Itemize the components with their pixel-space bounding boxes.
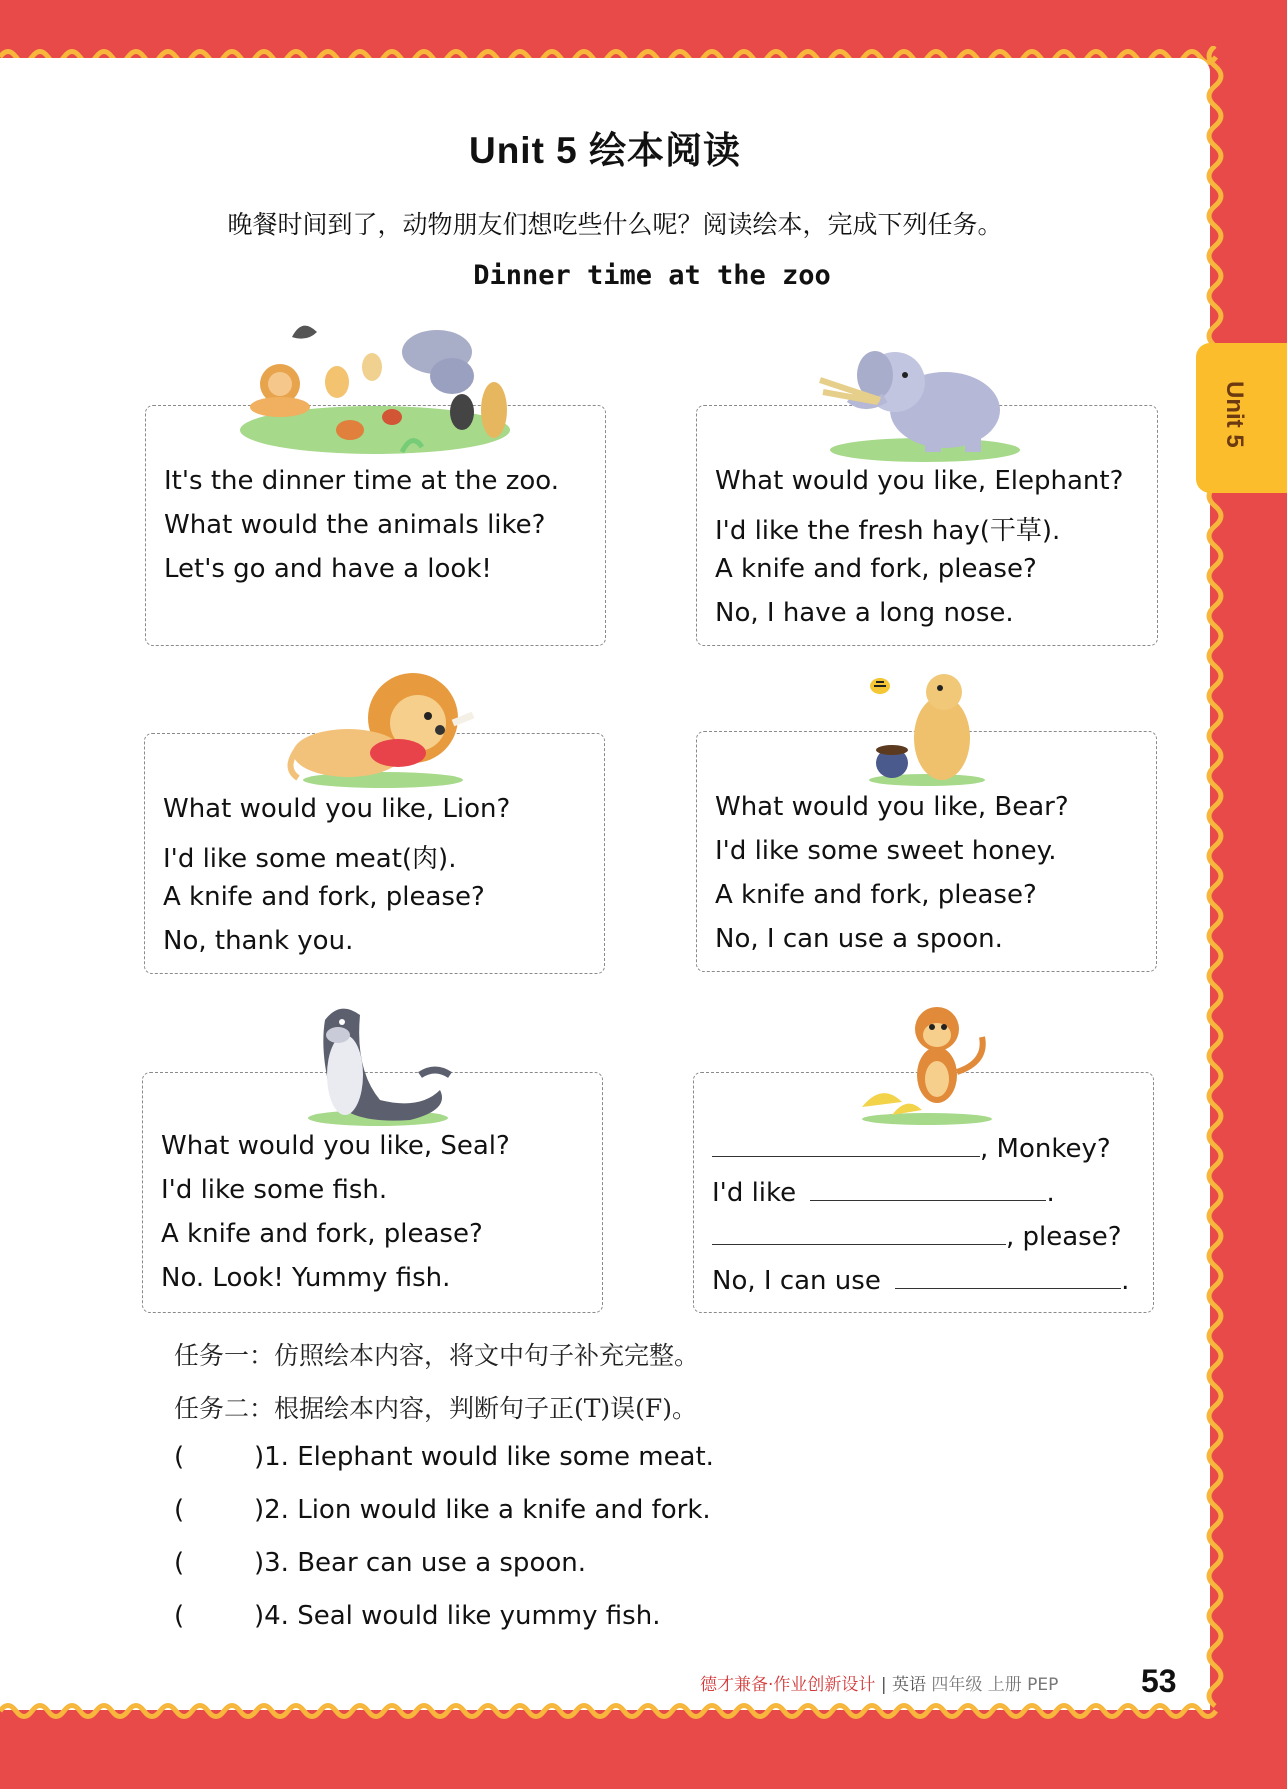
- card-line: Let's go and have a look!: [164, 554, 492, 584]
- card-line: A knife and fork, please?: [715, 554, 1037, 584]
- card-line: What would you like, Elephant?: [715, 466, 1124, 496]
- card-line: I'd like the fresh hay(干草).: [715, 516, 1061, 546]
- answer-blank[interactable]: [712, 1219, 1006, 1245]
- card-line: What would you like, Seal?: [161, 1131, 510, 1161]
- question-text: )2. Lion would like a knife and fork.: [254, 1495, 711, 1525]
- card-line: No, I have a long nose.: [715, 598, 1014, 628]
- card-line: What would you like, Bear?: [715, 792, 1069, 822]
- answer-paren[interactable]: (: [174, 1601, 185, 1631]
- question-text: )4. Seal would like yummy fish.: [254, 1601, 661, 1631]
- card-line: [712, 1131, 1111, 1164]
- card-text: No, I can use: [712, 1266, 881, 1296]
- card-line: No, thank you.: [163, 926, 354, 956]
- question-row: [174, 1442, 714, 1472]
- footer-edition: PEP: [1027, 1675, 1059, 1695]
- series-name: 德才兼备·作业创新设计: [700, 1675, 876, 1695]
- task-two: 任务二：根据绘本内容，判断句子正(T)误(F)。: [174, 1394, 698, 1423]
- card-line: [712, 1175, 1055, 1208]
- footer-subject: 英语: [891, 1675, 926, 1695]
- bottom-wavy-border: [0, 1700, 1287, 1722]
- card-text: , please?: [1006, 1222, 1122, 1252]
- question-text: )3. Bear can use a spoon.: [254, 1548, 586, 1578]
- card-text: , Monkey?: [980, 1134, 1111, 1164]
- card-line: [712, 1263, 1129, 1296]
- card-line: I'd like some meat(肉).: [163, 844, 457, 874]
- card-line: I'd like some sweet honey.: [715, 836, 1057, 866]
- answer-paren[interactable]: (: [174, 1548, 185, 1578]
- unit-side-tab: [1196, 343, 1287, 493]
- bear-illustration: [862, 668, 992, 786]
- card-line: A knife and fork, please?: [161, 1219, 483, 1249]
- answer-paren[interactable]: (: [174, 1442, 185, 1472]
- monkey-illustration: [852, 997, 1002, 1127]
- card-text: .: [1046, 1178, 1055, 1208]
- side-wavy-border: [1200, 46, 1230, 1722]
- card-line: What would the animals like?: [164, 510, 546, 540]
- question-text: )1. Elephant would like some meat.: [254, 1442, 714, 1472]
- answer-blank[interactable]: [810, 1175, 1046, 1201]
- zoo-animals-illustration: [232, 312, 518, 462]
- footer-series: [700, 1670, 1058, 1695]
- story-title: Dinner time at the zoo: [473, 260, 831, 291]
- answer-blank[interactable]: [712, 1131, 980, 1157]
- card-line: It's the dinner time at the zoo.: [164, 466, 559, 496]
- card-line: No, I can use a spoon.: [715, 924, 1003, 954]
- footer-volume: 上册: [987, 1675, 1022, 1695]
- question-row: [174, 1548, 586, 1578]
- footer-separator: |: [880, 1675, 887, 1695]
- lion-illustration: [278, 668, 488, 790]
- question-row: [174, 1495, 711, 1525]
- card-line: A knife and fork, please?: [715, 880, 1037, 910]
- card-line: [712, 1219, 1122, 1252]
- card-text: I'd like: [712, 1178, 797, 1208]
- page-number: 53: [1141, 1663, 1177, 1699]
- answer-paren[interactable]: (: [174, 1495, 185, 1525]
- card-line: I'd like some fish.: [161, 1175, 388, 1205]
- card-line: No. Look! Yummy fish.: [161, 1263, 451, 1293]
- intro-instruction: 晚餐时间到了，动物朋友们想吃些什么呢？阅读绘本，完成下列任务。: [227, 210, 1003, 239]
- elephant-illustration: [815, 340, 1027, 462]
- card-line: A knife and fork, please?: [163, 882, 485, 912]
- seal-illustration: [300, 1000, 455, 1128]
- task-one: 任务一：仿照绘本内容，将文中句子补充完整。: [174, 1341, 700, 1370]
- card-text: .: [1121, 1266, 1130, 1296]
- page-title: Unit 5 绘本阅读: [468, 130, 742, 171]
- question-row: [174, 1601, 660, 1631]
- side-tab-label: Unit 5: [1221, 381, 1248, 448]
- card-line: What would you like, Lion?: [163, 794, 511, 824]
- answer-blank[interactable]: [895, 1263, 1121, 1289]
- footer-grade: 四年级: [931, 1675, 983, 1695]
